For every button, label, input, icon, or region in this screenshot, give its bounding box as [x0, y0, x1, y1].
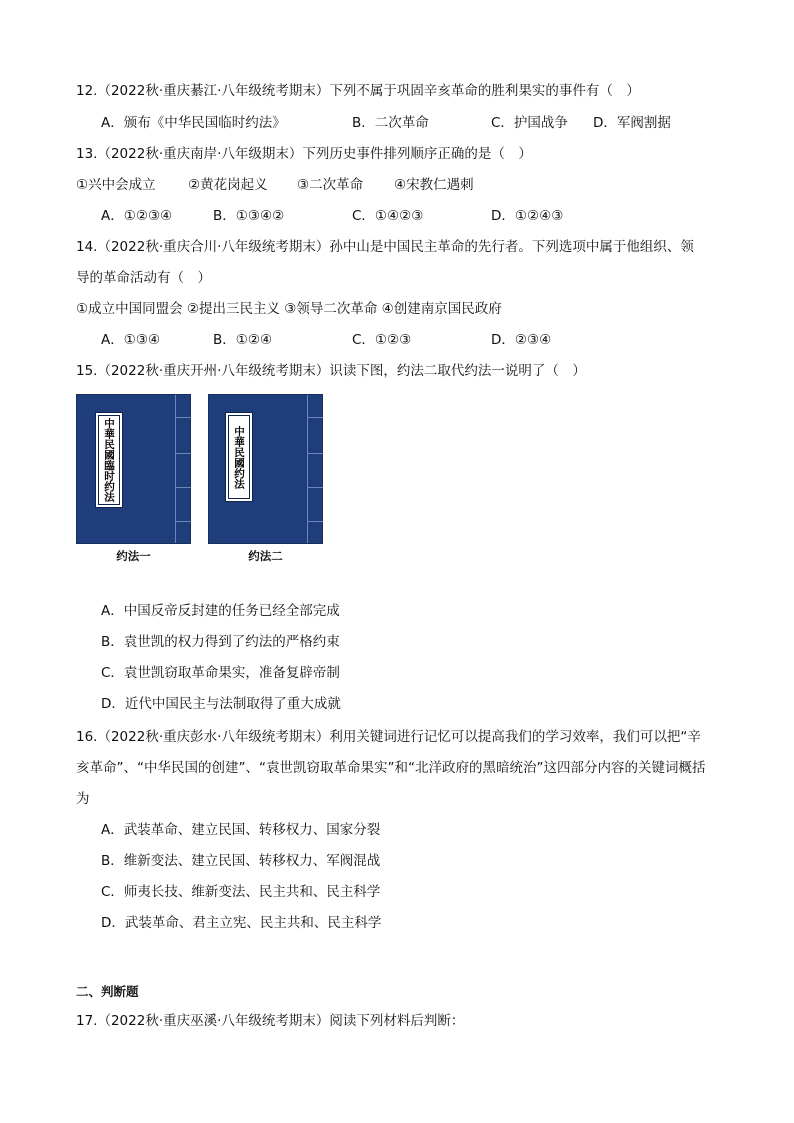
q16-stem-line1: 16.（2022秋·重庆彭水·八年级统考期末）利用关键词进行记忆可以提高我们的学习效率，我们可以把“辛: [76, 729, 701, 745]
book-image-2: [208, 394, 323, 544]
book-1-title: 中華民國臨时约法: [98, 415, 120, 505]
book-2-title: 中華民國约法: [228, 415, 250, 499]
q16-option-c[interactable]: C．师夷长技、维新变法、民主共和、民主科学: [101, 884, 381, 900]
q15-option-c[interactable]: C．袁世凯窃取革命果实，准备复辟帝制: [101, 665, 340, 681]
section-heading: 二、判断题: [76, 984, 139, 999]
q12-option-a[interactable]: A．颁布《中华民国临时约法》: [101, 115, 286, 131]
q14-stem-line1: 14.（2022秋·重庆合川·八年级统考期末）孙中山是中国民主革命的先行者。下列选项中属于他组织、领: [76, 239, 694, 255]
q14-option-b[interactable]: B．①②④: [213, 332, 273, 348]
book-2-caption: 约法二: [248, 549, 283, 563]
q14-option-d[interactable]: D．②③④: [491, 332, 552, 348]
q12-option-c[interactable]: C．护国战争: [491, 115, 568, 131]
q13-item-4: ④宋教仁遇刺: [394, 177, 474, 193]
q16-option-a[interactable]: A．武装革命、建立民国、转移权力、国家分裂: [101, 822, 381, 838]
q13-item-1: ①兴中会成立: [76, 177, 156, 193]
q13-item-2: ②黄花岗起义: [188, 177, 268, 193]
q15-option-d[interactable]: D．近代中国民主与法制取得了重大成就: [101, 696, 341, 712]
q16-option-b[interactable]: B．维新变法、建立民国、转移权力、军阀混战: [101, 853, 381, 869]
q13-option-c[interactable]: C．①④②③: [352, 208, 424, 224]
q16-stem-line3: 为: [76, 791, 90, 807]
q14-option-c[interactable]: C．①②③: [352, 332, 412, 348]
q13-option-b[interactable]: B．①③④②: [213, 208, 285, 224]
q12-stem: 12.（2022秋·重庆綦江·八年级统考期末）下列不属于巩固辛亥革命的胜利果实的事件有（ ）: [76, 83, 640, 99]
q13-option-a[interactable]: A．①②③④: [101, 208, 173, 224]
q14-option-a[interactable]: A．①③④: [101, 332, 161, 348]
q13-item-3: ③二次革命: [297, 177, 364, 193]
q13-stem: 13.（2022秋·重庆南岸·八年级期末）下列历史事件排列顺序正确的是（ ）: [76, 146, 532, 162]
q17-stem: 17.（2022秋·重庆巫溪·八年级统考期末）阅读下列材料后判断：: [76, 1013, 465, 1029]
q14-items: ①成立中国同盟会 ②提出三民主义 ③领导二次革命 ④创建南京国民政府: [76, 301, 502, 317]
q15-option-a[interactable]: A．中国反帝反封建的任务已经全部完成: [101, 603, 340, 619]
q12-option-b[interactable]: B．二次革命: [352, 115, 429, 131]
q15-option-b[interactable]: B．袁世凯的权力得到了约法的严格约束: [101, 634, 340, 650]
book-image-1: [76, 394, 191, 544]
q15-stem: 15.（2022秋·重庆开州·八年级统考期末）识读下图，约法二取代约法一说明了（ ）: [76, 363, 586, 379]
q14-stem-line2: 导的革命活动有（ ）: [76, 270, 211, 286]
book-1-caption: 约法一: [116, 549, 151, 563]
q12-option-d[interactable]: D．军阀割据: [593, 115, 671, 131]
q16-stem-line2: 亥革命”、“中华民国的创建”、“袁世凯窃取革命果实”和“北洋政府的黑暗统治”这四部分内容的关键词概括: [76, 760, 706, 776]
q13-option-d[interactable]: D．①②④③: [491, 208, 564, 224]
q16-option-d[interactable]: D．武装革命、君主立宪、民主共和、民主科学: [101, 915, 382, 931]
